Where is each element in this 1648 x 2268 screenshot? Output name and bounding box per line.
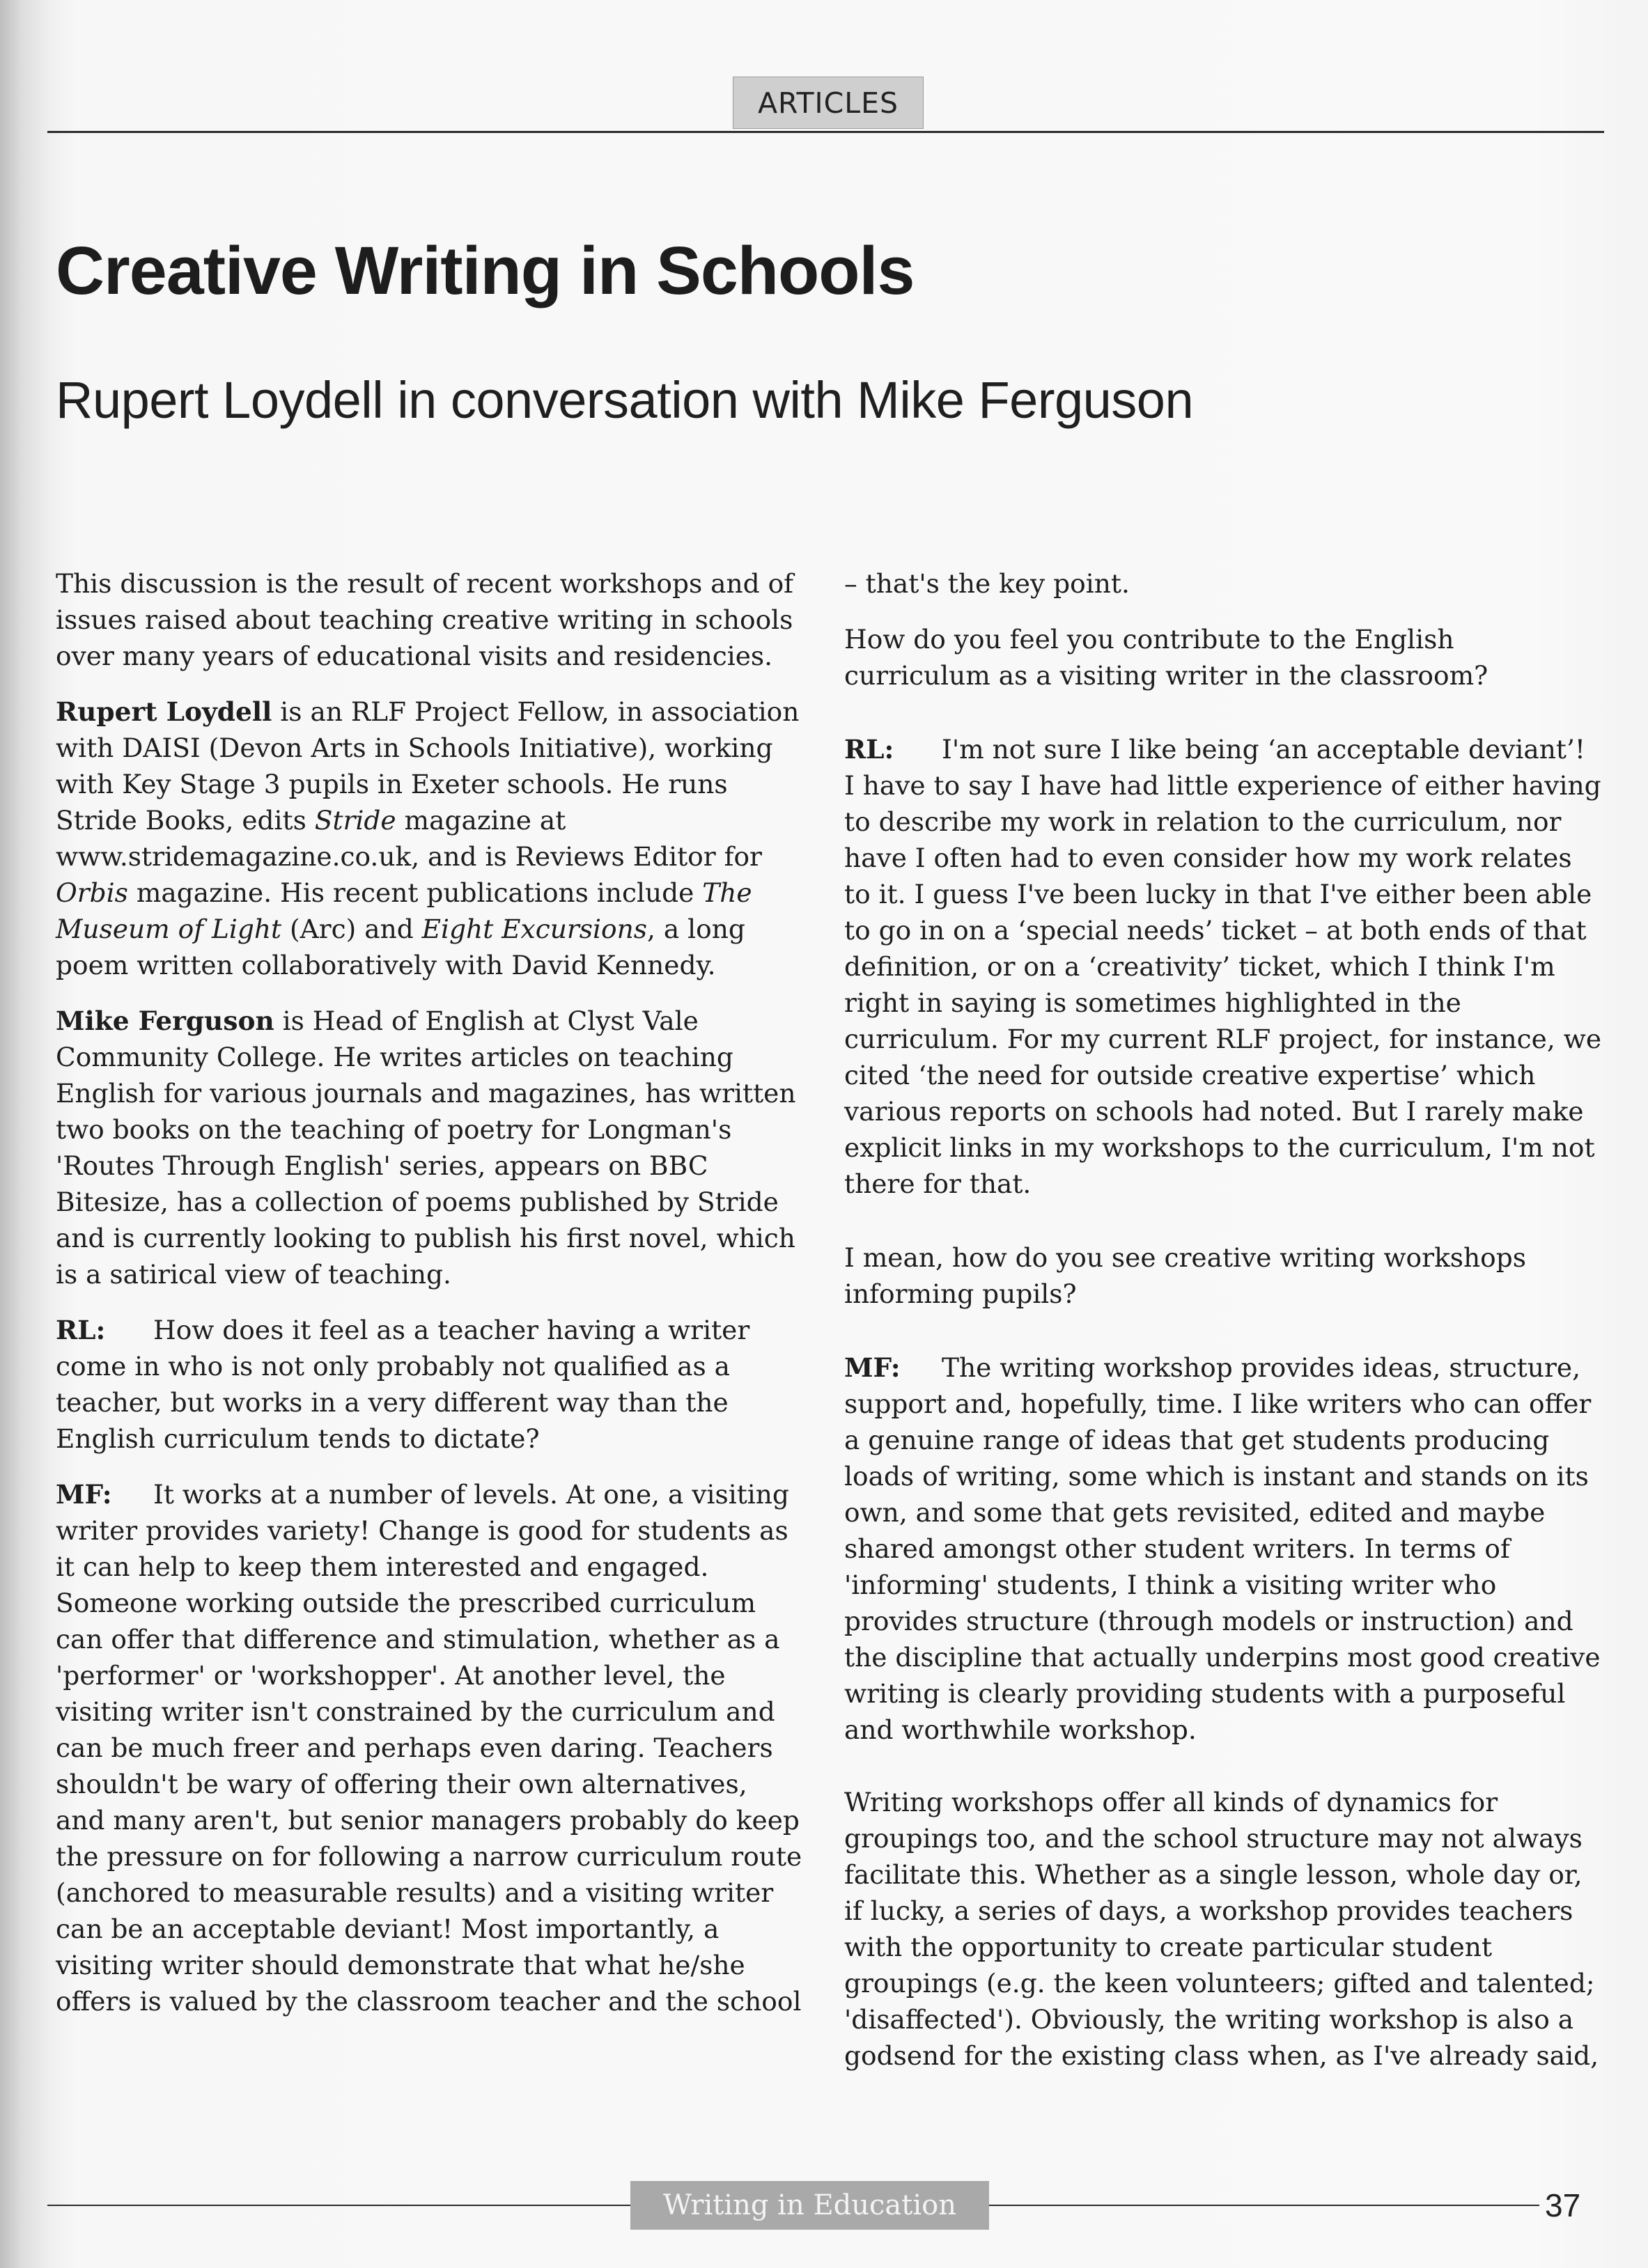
bio-mike-ferguson: Mike Ferguson is Head of English at Clyst Vale Community College. He writes articles on teaching English for various journals and magazines, has written two books on the teaching of poetry for Longman's 'Routes Through English' series, appears on BBC Bitesize, has a collection of poems published by Stride and is currently looking to publish his first novel, which is a satirical view of teaching. (56, 1006, 796, 1290)
question-3: I mean, how do you see creative writing workshops informing pupils? (844, 1242, 1527, 1309)
intro-paragraph: This discussion is the result of recent workshops and of issues raised about teaching creative writing in schools over many years of educational visits and residencies. (56, 568, 794, 671)
bio-name: Rupert Loydell (56, 696, 272, 727)
final-paragraph: Writing workshops offer all kinds of dynamics for groupings too, and the school structure may not always facilitate this. Whether as a single lesson, whole day or, if lucky, a series of days, a workshop provides teachers with the opportunity to create particular student groupings (e.g. the keen volunteers; gifted and talented; 'disaffected'). Obviously, the writing workshop is also a godsend for the existing class when, as I've already said, (844, 1787, 1599, 2071)
answer-1: MF: It works at a number of levels. At one, a visiting writer provides variety! Change is good for students as it can help to keep them interested and engaged. Someone working outside the prescribed curriculum can offer that difference and stimulation, whether as a 'performer' or 'workshopper'. At another level, the visiting writer isn't constrained by the curriculum and can be much freer and perhaps even daring. Teachers shouldn't be wary of offering their own alternatives, and many aren't, but senior managers probably do keep the pressure on for following a narrow curriculum route (anchored to measurable results) and a visiting writer can be an acceptable deviant! Most importantly, a visiting writer should demonstrate that what he/she offers is valued by the classroom teacher and the school (56, 1476, 804, 2019)
answer-3: MF: The writing workshop provides ideas, structure, support and, hopefully, time. I like writers who can offer a genuine range of ideas that get students producing loads of writing, some which is instant and stands on its own, and some that gets revisited, edited and maybe shared amongst other student writers. In terms of 'informing' students, I think a visiting writer who provides structure (through models or instruction) and the discipline that actually underpins most good creative writing is clearly providing students with a purposeful and worthwhile workshop. (844, 1350, 1603, 1748)
footer-rule-left (47, 2205, 630, 2206)
speaker-label: RL: (56, 1315, 106, 1345)
article-title: Creative Writing in Schools (56, 233, 915, 308)
section-tag: ARTICLES (733, 77, 924, 129)
page-number: 37 (1545, 2187, 1581, 2223)
answer-2: RL: I'm not sure I like being ‘an acceptable deviant’! I have to say I have had little experience of either having to describe my work in relation to the curriculum, nor have I often had to even consider how my work relates to it. I guess I've been lucky in that I've either been able to go in on a ‘special needs’ ticket – at both ends of that definition, or on a ‘creativity’ ticket, which I think I'm right in saying is sometimes highlighted in the curriculum. For my current RLF project, for instance, we cited ‘the need for outside creative expertise’ which various reports on schools had noted. But I rarely make explicit links in my workshops to the curriculum, I'm not there for that. (844, 731, 1603, 1202)
header-rule (47, 131, 1604, 133)
speaker-label: RL: (844, 734, 894, 765)
footer-rule-right (989, 2205, 1539, 2206)
question-2: How do you feel you contribute to the English curriculum as a visiting writer in the classroom? (844, 624, 1488, 691)
article-subtitle: Rupert Loydell in conversation with Mike Ferguson (56, 371, 1194, 429)
speaker-label: MF: (844, 1352, 901, 1383)
question-1: RL: How does it feel as a teacher having a writer come in who is not only probably not qualified as a teacher, but works in a very different way than the English curriculum tends to dictate? (56, 1312, 804, 1457)
right-column (844, 565, 1603, 2093)
bio-rupert-loydell: Rupert Loydell is an RLF Project Fellow, in association with DAISI (Devon Arts in Schools Initiative), working with Key Stage 3 pupils in Exeter schools. He runs Stride Books, edits Stride magazine at www.stridemagazine.co.uk, and is Reviews Editor for Orbis magazine. His recent publications include The Museum of Light (Arc) and Eight Excursions, a long poem written collaboratively with David Kennedy. (56, 696, 800, 980)
publication-name: Writing in Education (630, 2181, 989, 2230)
continuation-text: – that's the key point. (844, 568, 1130, 599)
left-column (56, 565, 804, 2039)
bio-name: Mike Ferguson (56, 1006, 274, 1036)
speaker-label: MF: (56, 1479, 112, 1510)
